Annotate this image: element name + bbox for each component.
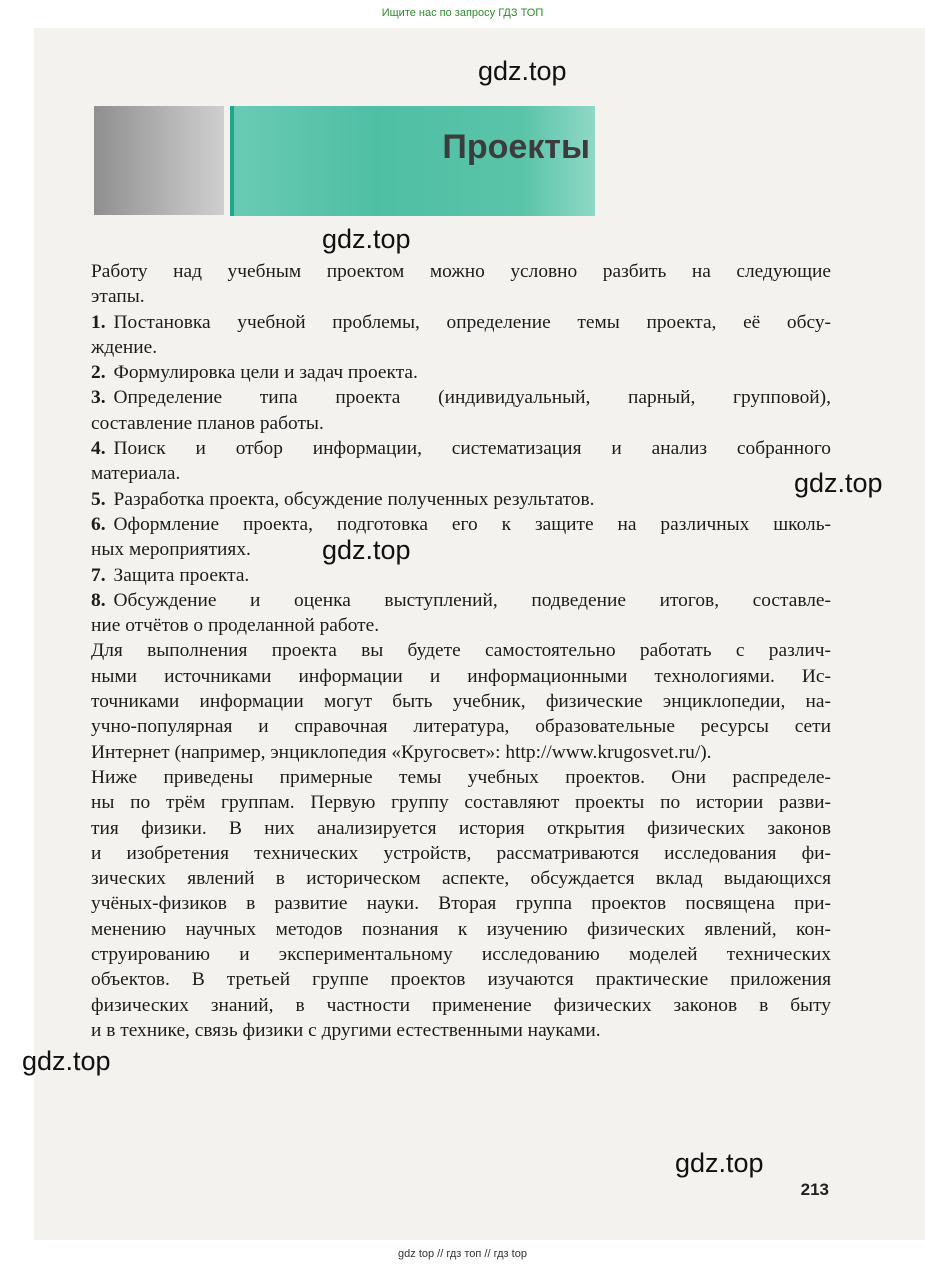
step-number: 7. (91, 564, 106, 586)
step-line (91, 613, 831, 638)
text-line: Оформление проекта, подготовка его к защите на различных школь- (113, 513, 831, 535)
step-number: 3. (91, 387, 106, 409)
text-line: и изобретения технических устройств, рассматриваются исследования фи- (91, 842, 831, 864)
text-line: ны по трём группам. Первую группу составляют проекты по истории разви- (91, 792, 831, 814)
text-line: составление планов работы. (91, 412, 324, 434)
watermark: gdz.top (478, 56, 567, 86)
step-line (91, 563, 831, 588)
text-line: ных мероприятиях. (91, 539, 251, 561)
paragraph-line (91, 740, 831, 765)
paragraph-line (91, 993, 831, 1018)
page-number: 213 (800, 1180, 829, 1199)
paragraph-line (91, 917, 831, 942)
watermark: gdz.top (794, 468, 883, 498)
watermark: gdz.top (675, 1148, 764, 1178)
step-number: 5. (91, 488, 106, 510)
text-line: Ниже приведены примерные темы учебных проектов. Они распределе- (91, 766, 831, 788)
text-line: Определение типа проекта (индивидуальный, парный, групповой), (113, 387, 831, 409)
step-line (91, 487, 831, 512)
intro-line (91, 259, 831, 284)
step-number: 4. (91, 438, 106, 460)
paragraph-line (91, 942, 831, 967)
text-line: объектов. В третьей группе проектов изучаются практические приложения (91, 969, 831, 991)
step-number: 2. (91, 362, 106, 384)
step-line (91, 310, 831, 335)
paragraph-line (91, 1018, 831, 1043)
paragraph-line (91, 816, 831, 841)
text-line: менению научных методов познания к изучению физических явлений, кон- (91, 918, 831, 940)
watermark: gdz.top (22, 1046, 111, 1076)
text-line: учно-популярная и справочная литература, образовательные ресурсы сети (91, 716, 831, 738)
watermark: gdz.top (322, 224, 411, 254)
text-line: Для выполнения проекта вы будете самостоятельно работать с различ- (91, 640, 831, 662)
step-number: 8. (91, 589, 106, 611)
text-line: Формулировка цели и задач проекта. (113, 362, 418, 384)
paragraph-line (91, 967, 831, 992)
text-line: Работу над учебным проектом можно условно разбить на следующие (91, 261, 831, 282)
text-line: Постановка учебной проблемы, определение темы проекта, её обсу- (113, 311, 831, 333)
body-text (91, 259, 831, 1043)
text-line: физических знаний, в частности применение физических законов в быту (91, 994, 831, 1016)
text-line: Поиск и отбор информации, систематизация и анализ собранного (113, 438, 831, 460)
watermark: gdz.top (322, 535, 411, 565)
text-line: точниками информации могут быть учебник, физические энциклопедии, на- (91, 691, 831, 713)
text-line: Интернет (например, энциклопедия «Кругосвет»: http://www.krugosvet.ru/). (91, 741, 712, 763)
step-line (91, 360, 831, 385)
paragraph-line (91, 891, 831, 916)
text-line: ными источниками информации и информационными технологиями. Ис- (91, 665, 831, 687)
page-title: Проекты (442, 128, 590, 166)
step-number: 6. (91, 513, 106, 535)
paragraph-line (91, 790, 831, 815)
text-line: учёных-физиков в развитие науки. Вторая группа проектов посвящена при- (91, 893, 831, 915)
paragraph-line (91, 689, 831, 714)
text-line: и в технике, связь физики с другими естественными науками. (91, 1019, 601, 1041)
header-teal-edge (230, 106, 234, 216)
header-gray-block (94, 106, 224, 215)
paragraph-line (91, 664, 831, 689)
paragraph-line (91, 841, 831, 866)
step-line (91, 512, 831, 537)
text-line: Обсуждение и оценка выступлений, подведение итогов, составле- (113, 589, 831, 611)
text-line: этапы. (91, 286, 145, 308)
text-line: струированию и экспериментальному исследованию моделей технических (91, 944, 831, 966)
step-line (91, 411, 831, 436)
paragraph-line (91, 866, 831, 891)
step-line (91, 537, 831, 562)
step-line (91, 436, 831, 461)
paragraph-line (91, 765, 831, 790)
text-line: зических явлений в историческом аспекте, обсуждается вклад выдающихся (91, 868, 831, 890)
text-line: Разработка проекта, обсуждение полученных результатов. (113, 488, 595, 510)
paragraph-line (91, 638, 831, 663)
step-line (91, 335, 831, 360)
step-line (91, 385, 831, 410)
bottom-banner[interactable]: gdz top // гдз топ // гдз top (398, 1248, 527, 1260)
text-line: материала. (91, 463, 181, 485)
intro-line (91, 284, 831, 309)
step-line (91, 588, 831, 613)
step-line (91, 461, 831, 486)
paragraph-line (91, 714, 831, 739)
top-banner[interactable]: Ищите нас по запросу ГДЗ ТОП (381, 7, 544, 19)
text-line: ждение. (91, 336, 158, 358)
text-line: тия физики. В них анализируется история открытия физических законов (91, 817, 831, 839)
text-line: ние отчётов о проделанной работе. (91, 615, 380, 637)
step-number: 1. (91, 311, 106, 333)
text-line: Защита проекта. (113, 564, 250, 586)
